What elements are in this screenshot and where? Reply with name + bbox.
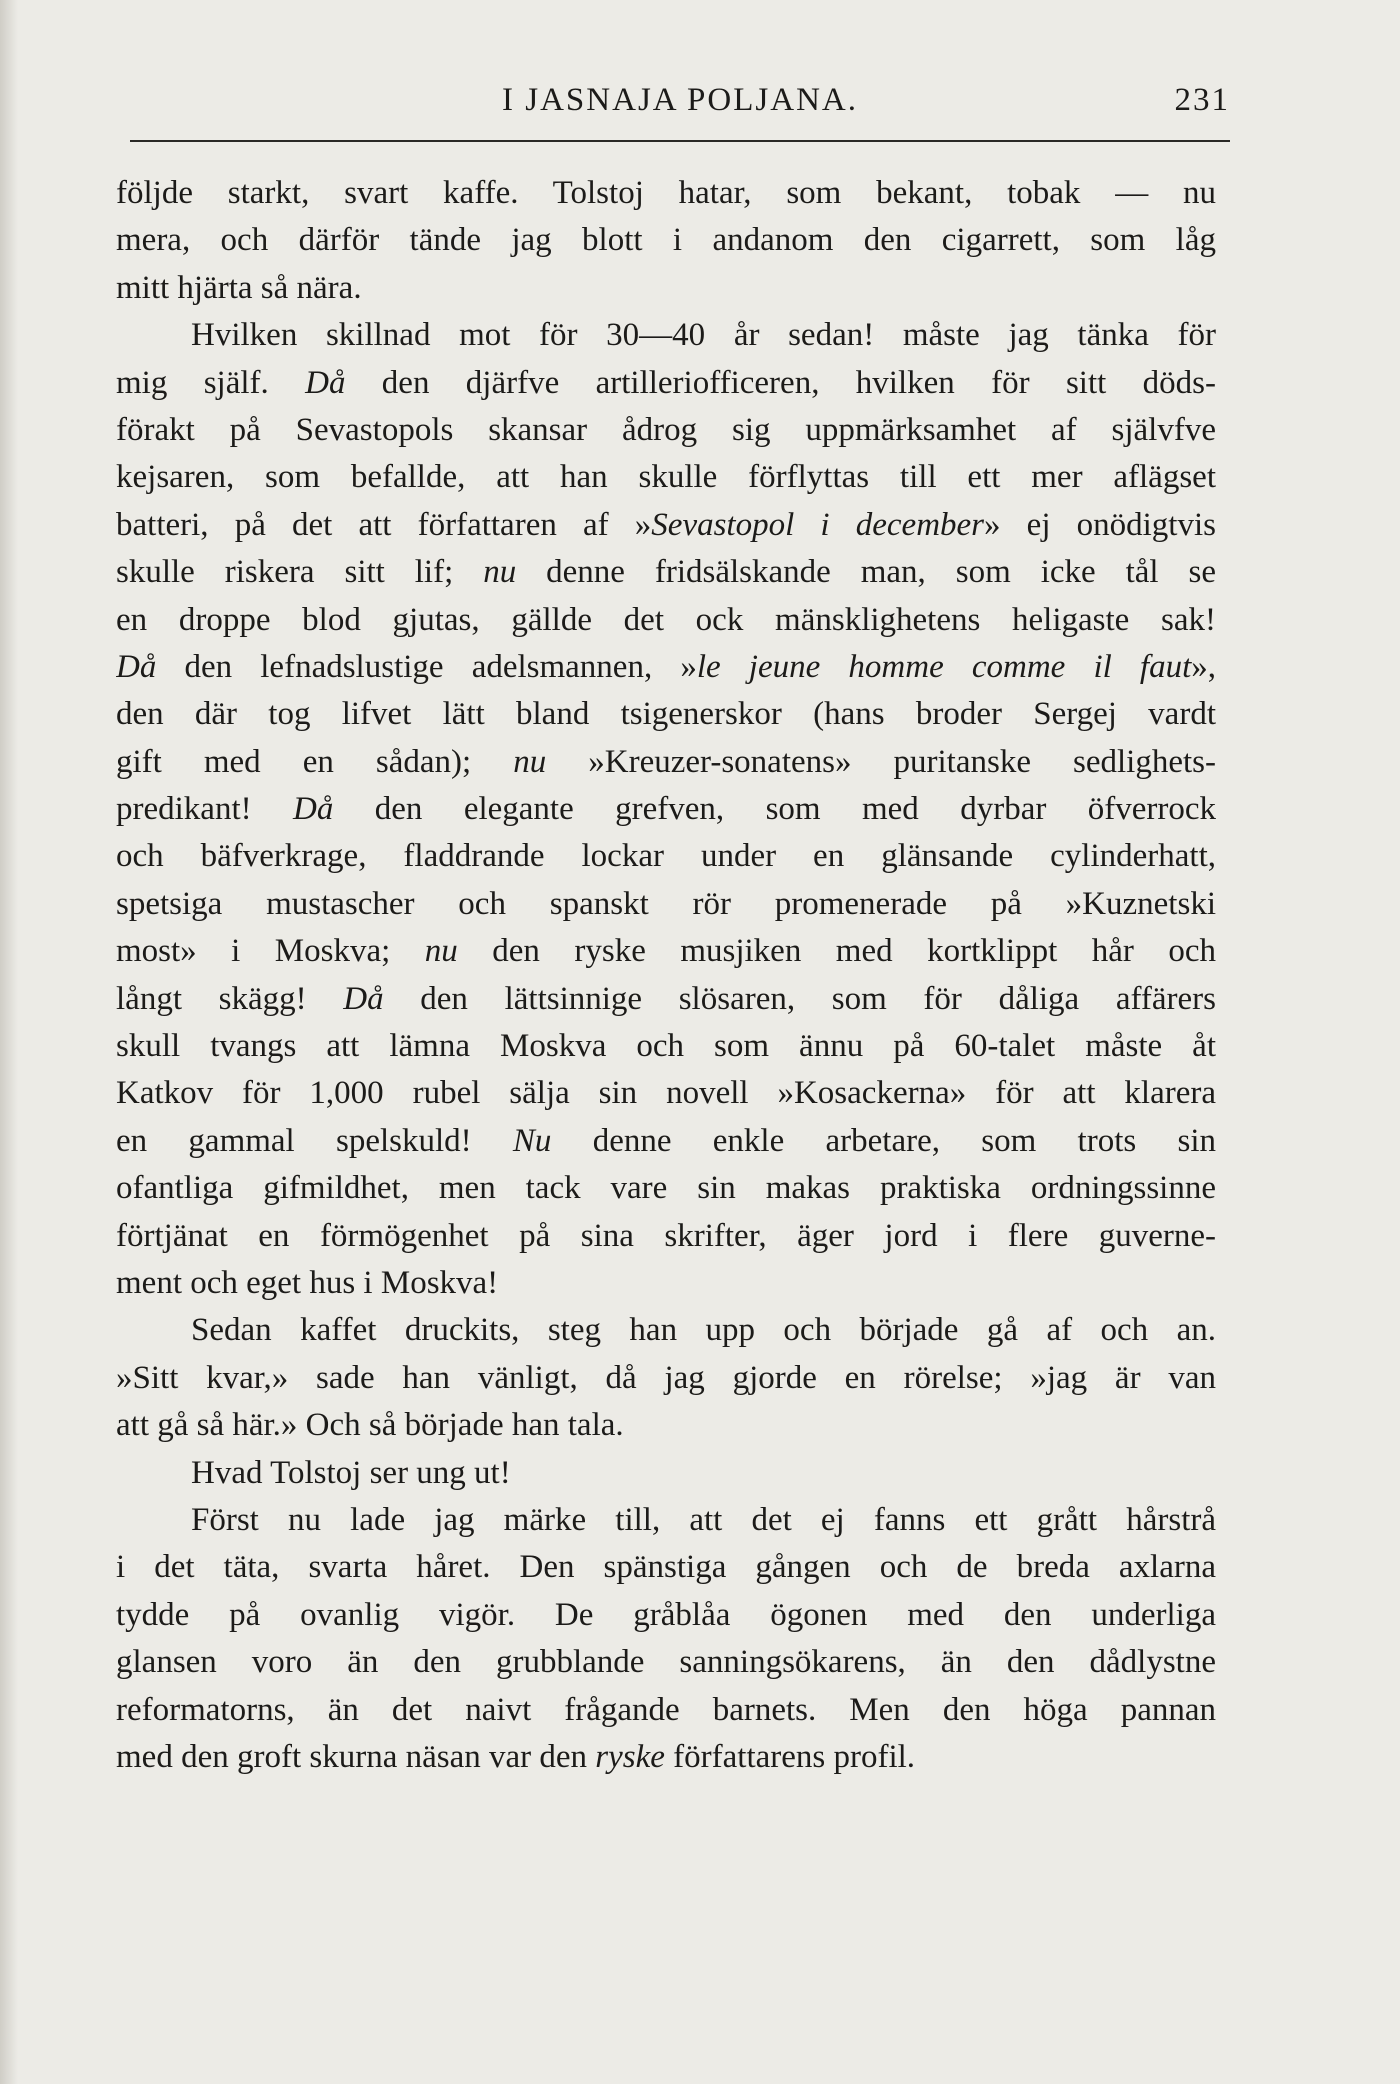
text-line: tydde på ovanlig vigör. De gråblåa ögonen med den underliga	[116, 1596, 1216, 1633]
page-number: 231	[1174, 82, 1230, 118]
text-line: Katkov för 1,000 rubel sälja sin novell »Kosackerna» för att klarera	[116, 1075, 1216, 1112]
text-line: Då den lefnadslustige adelsmannen, »le jeune homme comme il faut»,	[116, 648, 1216, 685]
page-edge-shadow	[0, 0, 18, 2084]
text-line: följde starkt, svart kaffe. Tolstoj hatar, som bekant, tobak — nu	[116, 175, 1216, 211]
text-line: ofantliga gifmildhet, men tack vare sin makas praktiska ordningssinne	[116, 1170, 1216, 1207]
text-line: en gammal spelskuld! Nu denne enkle arbetare, som trots sin	[116, 1122, 1216, 1159]
text-line: most» i Moskva; nu den ryske musjiken med kortklippt hår och	[116, 933, 1216, 970]
text-line: skulle riskera sitt lif; nu denne fridsälskande man, som icke tål se	[116, 554, 1216, 591]
text-line: reformatorns, än det naivt frågande barnets. Men den höga pannan	[116, 1691, 1216, 1728]
running-title: I JASNAJA POLJANA.	[502, 82, 858, 118]
text-line: gift med en sådan); nu »Kreuzer-sonatens» puritanske sedlighets-	[116, 743, 1216, 780]
text-line: med den groft skurna näsan var den ryske författarens profil.	[116, 1738, 916, 1775]
text-line: batteri, på det att författaren af »Sevastopol i december» ej onödigtvis	[116, 506, 1216, 543]
text-line: och bäfverkrage, fladdrande lockar under en glänsande cylinderhatt,	[116, 838, 1216, 875]
page-header	[130, 82, 1230, 132]
text-line: i det täta, svarta håret. Den spänstiga gången och de breda axlarna	[116, 1549, 1216, 1586]
text-line: Hvilken skillnad mot för 30—40 år sedan! måste jag tänka för	[191, 317, 1216, 354]
text-line: mera, och därför tände jag blott i andanom den cigarrett, som låg	[116, 222, 1216, 259]
text-line: förakt på Sevastopols skansar ådrog sig uppmärksamhet af självfve	[116, 411, 1216, 448]
text-line: en droppe blod gjutas, gällde det ock mänsklighetens heligaste sak!	[116, 601, 1216, 638]
body-text	[116, 170, 1216, 1781]
text-line: Först nu lade jag märke till, att det ej fanns ett grått hårstrå	[191, 1501, 1216, 1538]
text-line: förtjänat en förmögenhet på sina skrifter, äger jord i flere guverne-	[116, 1217, 1216, 1254]
text-line: Sedan kaffet druckits, steg han upp och började gå af och an.	[191, 1312, 1216, 1349]
text-line: predikant! Då den elegante grefven, som med dyrbar öfverrock	[116, 791, 1216, 828]
text-line: kejsaren, som befallde, att han skulle förflyttas till ett mer aflägset	[116, 459, 1216, 496]
text-line: skull tvangs att lämna Moskva och som ännu på 60-talet måste åt	[116, 1028, 1216, 1065]
text-line: den där tog lifvet lätt bland tsigenerskor (hans broder Sergej vardt	[116, 696, 1216, 733]
text-line: långt skägg! Då den lättsinnige slösaren, som för dåliga affärers	[116, 980, 1216, 1017]
text-line: »Sitt kvar,» sade han vänligt, då jag gjorde en rörelse; »jag är van	[116, 1359, 1216, 1396]
text-line: ment och eget hus i Moskva!	[116, 1264, 499, 1301]
header-rule	[130, 140, 1230, 142]
text-line: spetsiga mustascher och spanskt rör promenerade på »Kuznetski	[116, 885, 1216, 922]
text-line: mig själf. Då den djärfve artilleriofficeren, hvilken för sitt döds-	[116, 364, 1216, 401]
text-line: Hvad Tolstoj ser ung ut!	[191, 1454, 511, 1491]
text-line: att gå så här.» Och så började han tala.	[116, 1407, 624, 1444]
text-line: glansen voro än den grubblande sanningsökarens, än den dådlystne	[116, 1644, 1216, 1681]
text-line: mitt hjärta så nära.	[116, 269, 362, 306]
